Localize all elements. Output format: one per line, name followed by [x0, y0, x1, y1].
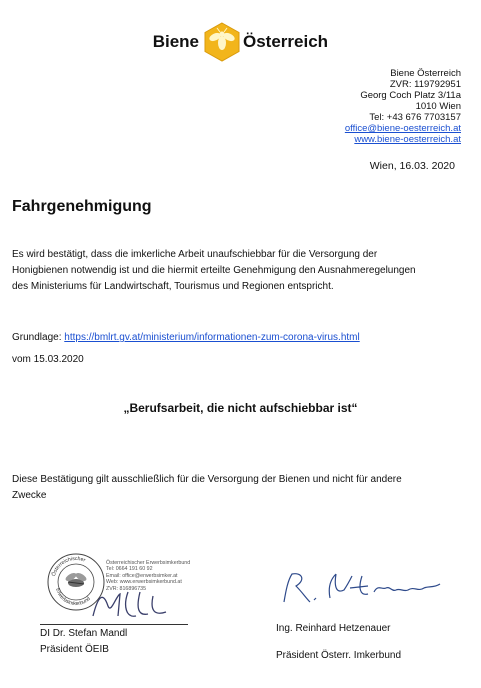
- validity-paragraph: [12, 472, 462, 504]
- validity-line: Zwecke: [12, 490, 47, 501]
- basis-label: Grundlage:: [12, 332, 65, 343]
- signatory-right-role: Präsident Österr. Imkerbund: [276, 650, 402, 661]
- sender-address: [345, 68, 461, 145]
- logo-text-left: Biene: [152, 32, 199, 51]
- body-line: Honigbienen notwendig ist und die hiermit erteilte Genehmigung den Ausnahmeregelungen: [12, 265, 416, 276]
- stamp-line: Web: www.erwerbsimkerbund.at: [106, 579, 182, 586]
- header-logo: [0, 22, 481, 64]
- validity-line: Diese Bestätigung gilt ausschließlich für die Versorgung der Bienen und nicht für andere: [12, 474, 402, 485]
- basis-line: [12, 330, 462, 346]
- body-line: des Ministeriums für Landwirtschaft, Tourismus und Regionen entspricht.: [12, 281, 334, 292]
- address-city: 1010 Wien: [415, 101, 461, 112]
- stamp-line: Tel: 0664 191 60 92: [106, 566, 153, 573]
- basis-date: vom 15.03.2020: [12, 354, 84, 365]
- handwritten-signature-left: [88, 586, 188, 622]
- basis-url-link[interactable]: https://bmlrt.gv.at/ministerium/informationen-zum-corona-virus.html: [64, 332, 360, 343]
- body-paragraph: [12, 247, 462, 295]
- address-tel: Tel: +43 676 7703157: [369, 112, 461, 123]
- stamp-ring-bottom: Erwerbsimkerbund: [54, 587, 92, 608]
- signatory-left-name: DI Dr. Stefan Mandl: [40, 628, 128, 639]
- stamp-ring-top: Österreichischer: [50, 555, 87, 578]
- stamp-line: ZVR: 816896735: [106, 585, 147, 592]
- document-title: Fahrgenehmigung: [12, 198, 152, 215]
- address-org: Biene Österreich: [390, 68, 461, 79]
- signature-line: [40, 624, 188, 625]
- address-zvr: ZVR: 119792951: [389, 79, 461, 90]
- address-street: Georg Coch Platz 3/11a: [360, 90, 461, 101]
- stamp-line: Österreichischer Erwerbsimkerbund: [106, 560, 191, 566]
- signatory-left-role: Präsident ÖEIB: [40, 644, 109, 655]
- bee-hexagon-icon: [203, 22, 241, 62]
- logo-text-right: Österreich: [243, 32, 329, 51]
- signatory-right-name: Ing. Reinhard Hetzenauer: [276, 623, 391, 634]
- quote-heading: „Berufsarbeit, die nicht aufschiebbar ist“: [123, 401, 358, 415]
- letter-date: Wien, 16.03. 2020: [369, 160, 455, 172]
- address-email-link[interactable]: office@biene-oesterreich.at: [344, 123, 461, 134]
- stamp-line: Email: office@erwerbsimker.at: [106, 572, 178, 579]
- body-line: Es wird bestätigt, dass die imkerliche Arbeit unaufschiebbar für die Versorgung der: [12, 249, 378, 260]
- address-web-link[interactable]: www.biene-oesterreich.at: [354, 134, 461, 145]
- handwritten-signature-right: [278, 568, 448, 608]
